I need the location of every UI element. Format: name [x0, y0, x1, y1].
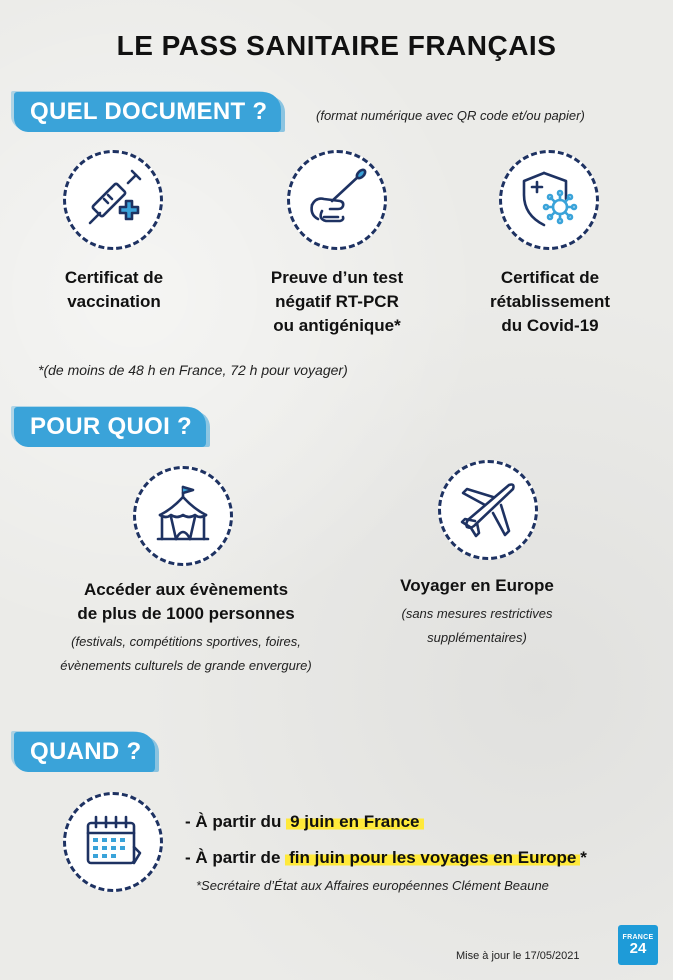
- section-heading-document: QUEL DOCUMENT ?: [14, 92, 281, 132]
- purpose-detail-travel: (sans mesures restrictives supplémentaires): [401, 606, 553, 645]
- france24-logo: FRANCE 24: [618, 925, 658, 965]
- purpose-detail-events: (festivals, compétitions sportives, foires, évènements culturels de grande envergure): [60, 634, 312, 673]
- test-swab-icon: [287, 150, 387, 250]
- purpose-label-travel: Voyager en Europe: [400, 576, 554, 595]
- document-footnote: *(de moins de 48 h en France, 72 h pour voyager): [38, 362, 348, 378]
- page-title: LE PASS SANITAIRE FRANÇAIS: [116, 30, 557, 61]
- document-subtitle: (format numérique avec QR code et/ou papier): [316, 108, 585, 123]
- document-label-vaccination: Certificat de vaccination: [64, 268, 164, 311]
- purpose-label-events: Accéder aux évènements de plus de 1000 personnes: [77, 580, 295, 623]
- tent-icon: [133, 466, 233, 566]
- document-label-test: Preuve d’un test négatif RT-PCR ou antigénique*: [270, 268, 404, 335]
- when-line-france: - À partir du 9 juin en France: [185, 812, 424, 832]
- when-note: *Secrétaire d’État aux Affaires européennes Clément Beaune: [196, 878, 549, 893]
- when-line-europe: - À partir de fin juin pour les voyages en Europe *: [185, 848, 587, 867]
- document-label-recovery: Certificat de rétablissement du Covid-19: [490, 268, 610, 335]
- syringe-icon: [63, 150, 163, 250]
- section-heading-purpose: POUR QUOI ?: [14, 407, 206, 447]
- airplane-icon: [438, 460, 538, 560]
- update-date: Mise à jour le 17/05/2021: [456, 950, 580, 962]
- virus-shield-icon: [499, 150, 599, 250]
- calendar-icon: [63, 792, 163, 892]
- section-heading-when: QUAND ?: [14, 732, 155, 772]
